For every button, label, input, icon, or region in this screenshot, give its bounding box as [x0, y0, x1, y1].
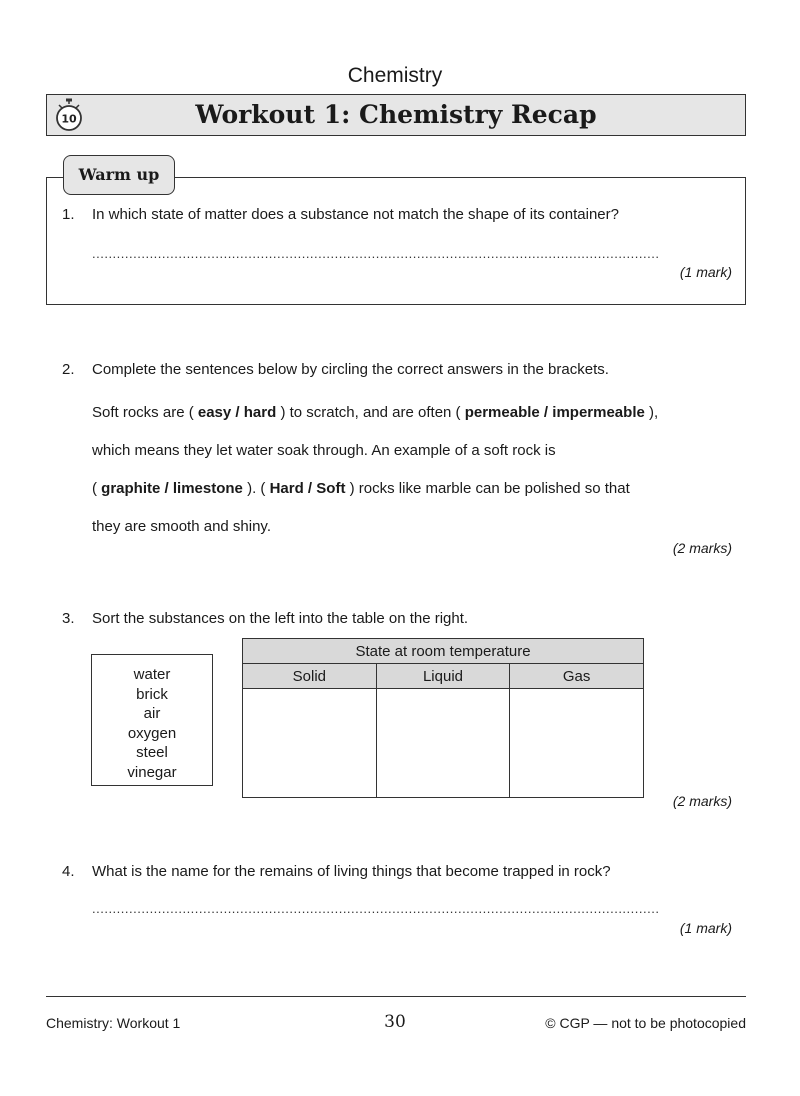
table-header: State at room temperature [243, 639, 644, 664]
footer-left: Chemistry: Workout 1 [46, 1015, 181, 1031]
question-1-text: In which state of matter does a substance not match the shape of its container? [92, 206, 619, 223]
substance-item: air [143, 705, 161, 722]
column-header-solid: Solid [243, 664, 377, 689]
footer-divider [46, 996, 746, 997]
question-4-answer-line[interactable]: .......................................................................................................................................... [92, 901, 660, 916]
substance-item: steel [136, 744, 168, 761]
question-1-answer-line[interactable]: .......................................................................................................................................... [92, 246, 660, 261]
question-2-text: Complete the sentences below by circling the correct answers in the brackets. [92, 361, 609, 378]
substance-item: oxygen [127, 724, 177, 742]
question-3-text: Sort the substances on the left into the table on the right. [92, 610, 469, 627]
solid-answer-cell[interactable] [243, 689, 377, 798]
states-table [242, 638, 644, 798]
question-3-marks: (2 marks) [672, 793, 732, 809]
column-header-gas: Gas [510, 664, 644, 689]
option-impermeable[interactable]: impermeable [552, 404, 645, 421]
footer-right: © CGP — not to be photocopied [545, 1015, 746, 1031]
subject-heading: Chemistry [347, 64, 443, 87]
timer-minutes: 10 [61, 112, 77, 126]
option-hard[interactable]: hard [243, 404, 277, 421]
substance-item: brick [136, 685, 168, 703]
option-hard-rocks[interactable]: Hard [269, 480, 304, 497]
option-permeable[interactable]: permeable [464, 404, 540, 421]
substance-item: vinegar [127, 763, 177, 781]
question-2-sentence-1: Soft rocks are ( easy / hard ) to scratch, and are often ( permeable / impermeable ), [92, 404, 659, 421]
question-2-sentence-4: they are smooth and shiny. [92, 518, 271, 535]
substance-item: water [133, 666, 171, 683]
question-2-sentence-3: ( graphite / limestone ). ( Hard / Soft ) rocks like marble can be polished so that [92, 480, 630, 497]
warm-up-label: Warm up [63, 155, 175, 195]
workout-title-bar [46, 94, 746, 136]
column-header-liquid: Liquid [376, 664, 510, 689]
question-2-sentence-2: which means they let water soak through. An example of a soft rock is [92, 442, 556, 459]
substances-box [91, 654, 213, 786]
page-title: Workout 1: Chemistry Recap [195, 100, 597, 129]
gas-answer-cell[interactable] [510, 689, 644, 798]
liquid-answer-cell[interactable] [376, 689, 510, 798]
warm-up-box [46, 177, 746, 305]
question-2-number: 2. [62, 361, 75, 378]
question-4-marks: (1 mark) [679, 920, 732, 936]
question-3-number: 3. [62, 610, 75, 627]
question-2-marks: (2 marks) [672, 540, 732, 556]
question-4-number: 4. [62, 863, 75, 880]
question-1-marks: (1 mark) [679, 264, 732, 280]
question-1-number: 1. [62, 206, 75, 223]
option-soft-rocks[interactable]: Soft [316, 480, 346, 497]
option-graphite[interactable]: graphite [101, 480, 161, 497]
option-easy[interactable]: easy [197, 404, 232, 421]
question-4-text: What is the name for the remains of living things that become trapped in rock? [92, 863, 611, 880]
option-limestone[interactable]: limestone [172, 480, 243, 497]
page-number: 30 [384, 1012, 406, 1032]
